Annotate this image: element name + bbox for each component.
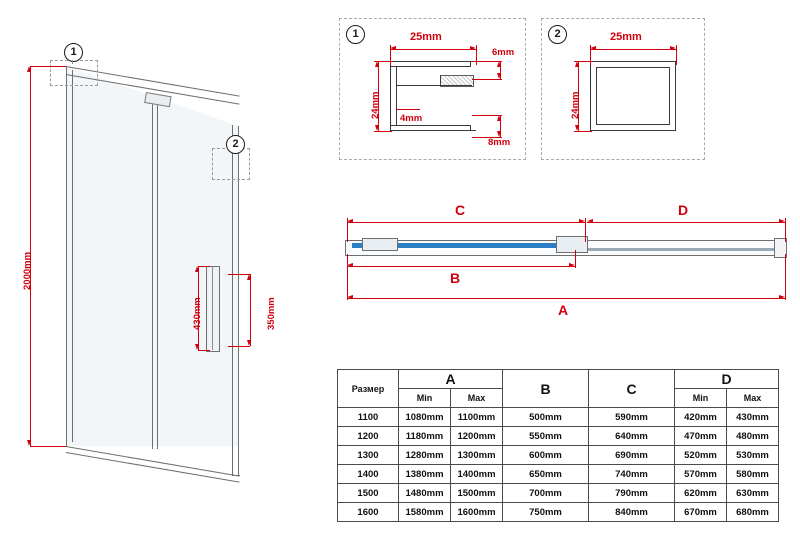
detail-2-width-dim <box>590 49 676 50</box>
detail-2-callout: 2 <box>548 25 567 44</box>
height-dim-label: 2000mm <box>22 251 33 290</box>
cell-size: 1300 <box>338 446 399 465</box>
detail-1-bottom-gap-ext-a <box>472 115 502 116</box>
cell-size: 1600 <box>338 503 399 522</box>
header-d: D <box>675 370 779 389</box>
handle-dim-label: 430mm <box>192 297 203 330</box>
detail-1-thickness-label: 4mm <box>400 113 423 124</box>
handle-offset-dim-line <box>250 274 251 346</box>
table-row <box>338 465 779 484</box>
table-row <box>338 484 779 503</box>
header-b: B <box>503 370 589 408</box>
cell-b: 550mm <box>503 427 589 446</box>
spec-table <box>337 369 779 522</box>
dim-d-label: D <box>678 202 689 218</box>
cell-c: 640mm <box>589 427 675 446</box>
frame-bottom-rail-lower <box>66 452 240 483</box>
dim-a-ext-right <box>785 254 786 300</box>
cell-d-max: 580mm <box>727 465 779 484</box>
table-row <box>338 503 779 522</box>
cell-a-max: 1400mm <box>451 465 503 484</box>
detail-1-width-dim <box>390 49 476 50</box>
elevation-view <box>0 0 320 470</box>
dim-c-ext-right <box>585 218 586 242</box>
door-handle-edge <box>212 266 213 350</box>
header-c: C <box>589 370 675 408</box>
dim-b-ext-right <box>575 250 576 268</box>
cell-d-max: 530mm <box>727 446 779 465</box>
door-handle <box>206 266 220 352</box>
detail-1-height-label: 24mm <box>370 91 381 119</box>
detail-1-top-gap-label: 6mm <box>492 47 515 58</box>
cell-d-max: 630mm <box>727 484 779 503</box>
header-a-min: Min <box>399 389 451 408</box>
height-ext-bottom <box>30 446 66 447</box>
detail-2-height-ext-bottom <box>574 131 592 132</box>
cell-a-min: 1580mm <box>399 503 451 522</box>
header-a: A <box>399 370 503 389</box>
cell-d-min: 570mm <box>675 465 727 484</box>
cell-d-min: 470mm <box>675 427 727 446</box>
table-row <box>338 408 779 427</box>
cell-c: 790mm <box>589 484 675 503</box>
cell-d-min: 420mm <box>675 408 727 427</box>
cell-a-max: 1600mm <box>451 503 503 522</box>
cell-a-min: 1080mm <box>399 408 451 427</box>
cell-c: 840mm <box>589 503 675 522</box>
cell-d-max: 480mm <box>727 427 779 446</box>
detail-1-width-ext-right <box>476 45 477 65</box>
detail-panel-2 <box>541 18 705 160</box>
table-row <box>338 446 779 465</box>
frame-left-post <box>66 66 67 446</box>
detail-1-width-ext-left <box>390 45 391 65</box>
detail-1-height-ext-bottom <box>374 131 392 132</box>
cell-c: 740mm <box>589 465 675 484</box>
detail-1-width-label: 25mm <box>410 31 442 43</box>
plan-roller-left <box>362 238 398 251</box>
cell-d-min: 670mm <box>675 503 727 522</box>
handle-dim-ext-top <box>198 266 210 267</box>
cell-d-min: 520mm <box>675 446 727 465</box>
cell-a-min: 1180mm <box>399 427 451 446</box>
cell-b: 600mm <box>503 446 589 465</box>
cell-a-min: 1280mm <box>399 446 451 465</box>
dim-a-ext-left <box>347 254 348 300</box>
detail-1-callout: 1 <box>346 25 365 44</box>
plan-view <box>330 198 790 338</box>
header-a-max: Max <box>451 389 503 408</box>
handle-offset-ext-top <box>228 274 250 275</box>
cell-size: 1500 <box>338 484 399 503</box>
cell-c: 690mm <box>589 446 675 465</box>
detail-1-top-gap-ext-a <box>472 61 502 62</box>
dim-b-label: B <box>450 270 461 286</box>
plan-roller-mid <box>556 236 588 253</box>
handle-offset-label: 350mm <box>266 297 277 330</box>
handle-dim-ext-bottom <box>198 350 210 351</box>
detail-1-thickness-line <box>396 109 420 110</box>
cell-a-max: 1500mm <box>451 484 503 503</box>
dim-c-line <box>347 222 585 223</box>
frame-bottom-right-edge <box>232 475 240 476</box>
detail-2-profile <box>590 61 676 131</box>
table-row <box>338 427 779 446</box>
frame-middle-post <box>152 96 153 449</box>
callout-2: 2 <box>226 135 245 154</box>
cell-size: 1400 <box>338 465 399 484</box>
cell-d-min: 620mm <box>675 484 727 503</box>
frame-left-post-inner <box>72 70 73 442</box>
cell-size: 1100 <box>338 408 399 427</box>
detail-2-width-label: 25mm <box>610 31 642 43</box>
dim-c-label: C <box>455 202 466 218</box>
cell-d-max: 680mm <box>727 503 779 522</box>
cell-a-max: 1300mm <box>451 446 503 465</box>
plan-glass-fixed <box>576 248 784 251</box>
detail-1-height-ext-top <box>374 61 392 62</box>
callout-1: 1 <box>64 43 83 62</box>
table-header-row-1 <box>338 370 779 389</box>
dim-b-line <box>347 266 575 267</box>
cell-a-min: 1380mm <box>399 465 451 484</box>
callout-1-leader <box>72 60 73 64</box>
detail-2-height-ext-top <box>574 61 592 62</box>
cell-b: 500mm <box>503 408 589 427</box>
detail-2-width-ext-right <box>676 45 677 65</box>
detail-2-height-label: 24mm <box>570 91 581 119</box>
dim-d-ext-right <box>785 218 786 242</box>
cell-b: 700mm <box>503 484 589 503</box>
cell-a-max: 1100mm <box>451 408 503 427</box>
dim-d-line <box>587 222 785 223</box>
detail-panel-1 <box>339 18 526 160</box>
detail-2-width-ext-left <box>590 45 591 65</box>
cell-b: 750mm <box>503 503 589 522</box>
cell-c: 590mm <box>589 408 675 427</box>
dim-a-label: A <box>558 302 569 318</box>
header-d-min: Min <box>675 389 727 408</box>
dim-a-line <box>347 298 785 299</box>
handle-offset-ext-bottom <box>228 346 250 347</box>
dim-c-ext-left <box>347 218 348 242</box>
height-ext-top <box>30 66 66 67</box>
detail-1-top-gap-ext-b <box>472 79 502 80</box>
detail-1-bottom-gap-label: 8mm <box>488 137 511 148</box>
cell-b: 650mm <box>503 465 589 484</box>
cell-d-max: 430mm <box>727 408 779 427</box>
cell-size: 1200 <box>338 427 399 446</box>
callout-1-zone <box>50 60 98 86</box>
frame-bottom-rail <box>66 446 240 477</box>
header-size: Размер <box>338 370 399 408</box>
cell-a-min: 1480mm <box>399 484 451 503</box>
cell-a-max: 1200mm <box>451 427 503 446</box>
glass-panel-fixed <box>66 66 152 446</box>
header-d-max: Max <box>727 389 779 408</box>
dim-d-arrow-left <box>587 219 593 223</box>
frame-middle-post-2 <box>157 97 158 449</box>
